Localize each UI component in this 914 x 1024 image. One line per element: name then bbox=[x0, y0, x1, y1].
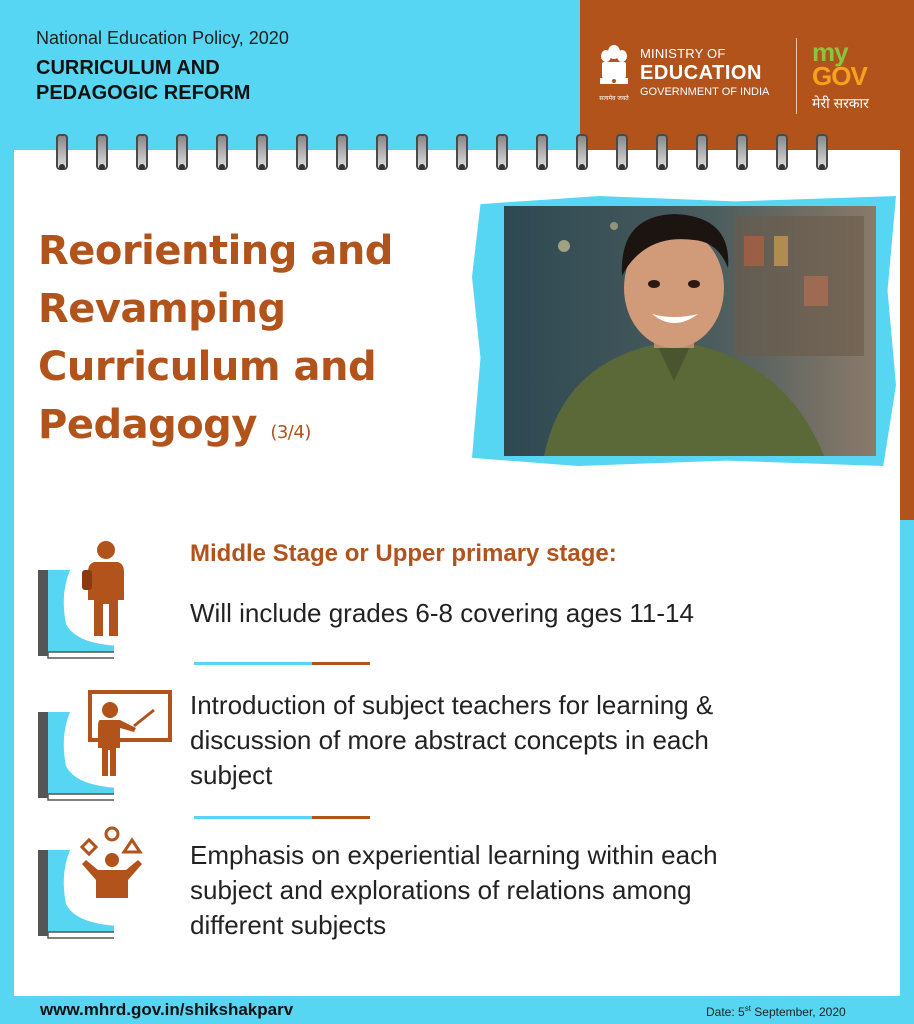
spiral-ring bbox=[576, 134, 588, 170]
title-line-1: Reorienting and bbox=[38, 228, 393, 274]
footer-date-suffix: September, 2020 bbox=[750, 1005, 846, 1019]
item-3-line-1: Emphasis on experiential learning within each bbox=[190, 840, 718, 870]
teacher-board-icon bbox=[84, 688, 174, 778]
juggling-shapes-icon bbox=[76, 826, 148, 902]
title-line-3: Curriculum and bbox=[38, 344, 377, 390]
spiral-ring bbox=[296, 134, 308, 170]
spiral-ring bbox=[256, 134, 268, 170]
reform-line-2: PEDAGOGIC REFORM bbox=[36, 82, 251, 104]
footer-url: www.mhrd.gov.in/shikshakparv bbox=[40, 1000, 294, 1019]
spiral-ring bbox=[96, 134, 108, 170]
reform-heading bbox=[36, 56, 356, 106]
student-icon bbox=[80, 540, 132, 640]
item-2-text bbox=[190, 688, 870, 793]
item-3-text bbox=[190, 838, 870, 943]
spiral-ring bbox=[816, 134, 828, 170]
footer-date bbox=[706, 1004, 846, 1019]
reform-line-1: CURRICULUM AND bbox=[36, 57, 220, 79]
spiral-ring bbox=[456, 134, 468, 170]
spiral-ring bbox=[616, 134, 628, 170]
item-2-line-1: Introduction of subject teachers for learning & bbox=[190, 690, 714, 720]
spiral-ring bbox=[416, 134, 428, 170]
item-2-line-2: discussion of more abstract concepts in each bbox=[190, 725, 709, 755]
item-3-line-3: different subjects bbox=[190, 910, 387, 940]
mygov-tagline: मेरी सरकार bbox=[812, 95, 869, 111]
logo-divider bbox=[796, 38, 797, 114]
spiral-ring bbox=[336, 134, 348, 170]
mygov-gov: GOV bbox=[812, 61, 867, 91]
footer-date-prefix: Date: 5 bbox=[706, 1005, 745, 1019]
mygov-logo bbox=[812, 37, 869, 113]
spiral-ring bbox=[696, 134, 708, 170]
title-line-4: Pedagogy bbox=[38, 402, 257, 448]
item-3-line-2: subject and explorations of relations among bbox=[190, 875, 692, 905]
spiral-ring bbox=[56, 134, 68, 170]
item-1-heading: Middle Stage or Upper primary stage: bbox=[190, 540, 617, 567]
ministry-line-3: GOVERNMENT OF INDIA bbox=[640, 86, 770, 98]
emblem-motto: सत्यमेव जयते bbox=[599, 95, 629, 102]
student-photo bbox=[504, 206, 876, 456]
ministry-line-2: EDUCATION bbox=[640, 62, 762, 84]
ministry-logo-text bbox=[640, 46, 769, 98]
national-emblem-icon bbox=[596, 42, 632, 104]
spiral-ring bbox=[136, 134, 148, 170]
spiral-ring bbox=[536, 134, 548, 170]
page-title bbox=[38, 222, 428, 462]
item-1-text: Will include grades 6-8 covering ages 11-14 bbox=[190, 598, 694, 628]
ministry-line-1: MINISTRY OF bbox=[640, 46, 726, 61]
spiral-ring bbox=[176, 134, 188, 170]
mygov-my: my bbox=[812, 37, 848, 67]
spiral-ring bbox=[776, 134, 788, 170]
item-2-line-3: subject bbox=[190, 760, 273, 790]
title-line-2: Revamping bbox=[38, 286, 286, 332]
spiral-ring bbox=[496, 134, 508, 170]
footer-date-sup: st bbox=[744, 1004, 751, 1013]
policy-label: National Education Policy, 2020 bbox=[36, 28, 289, 48]
spiral-ring bbox=[736, 134, 748, 170]
spiral-ring bbox=[376, 134, 388, 170]
spiral-ring bbox=[656, 134, 668, 170]
title-part: (3/4) bbox=[270, 422, 311, 443]
spiral-ring bbox=[216, 134, 228, 170]
